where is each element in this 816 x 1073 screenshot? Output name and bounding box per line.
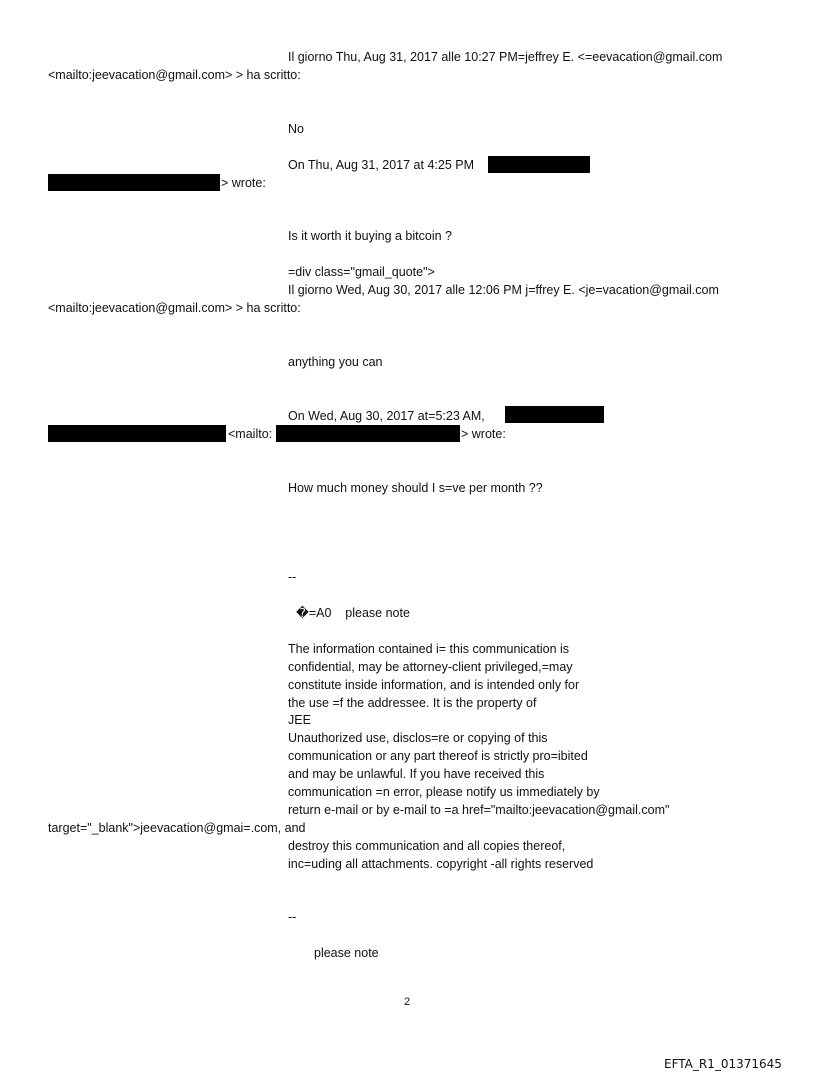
signature-dashes-2: -- [288,910,297,924]
reply3-body: anything you can [288,355,383,369]
page-number: 2 [404,996,411,1008]
document-id: EFTA_R1_01371645 [664,1057,782,1071]
redaction-block [276,425,460,442]
reply4-header-line1: On Wed, Aug 30, 2017 at=5:23 AM, [288,409,485,423]
signature-note: �=A0 please note [296,606,410,620]
redaction-block [505,406,604,423]
disclaimer-line: The information contained i= this communication is [288,642,570,656]
disclaimer-line: destroy this communication and all copies thereof, [288,839,566,853]
reply4-header-line2: > wrote: [461,427,506,441]
disclaimer-line: Unauthorized use, disclos=re or copying of this [288,731,548,745]
disclaimer-line: JEE [288,713,311,727]
disclaimer-wrap-line: target="_blank">jeevacation@gmai=.com, and [48,821,306,835]
reply2-header-line2: > wrote: [221,176,266,190]
disclaimer-line: the use =f the addressee. It is the property of [288,696,537,710]
signature-dashes: -- [288,570,297,584]
reply2-body: Is it worth it buying a bitcoin ? [288,229,452,243]
reply2-header-line1: On Thu, Aug 31, 2017 at 4:25 PM [288,158,475,172]
quote-div-line: =div class="gmail_quote"> [288,265,435,279]
disclaimer-line: confidential, may be attorney-client privileged,=may [288,660,573,674]
redaction-block [488,156,590,173]
disclaimer-line: inc=uding all attachments. copyright -all rights reserved [288,857,594,871]
reply4-mailto: <mailto: [228,427,273,441]
reply1-header-line2: <mailto:jeevacation@gmail.com> > ha scritto: [48,68,301,82]
reply3-header-line2: <mailto:jeevacation@gmail.com> > ha scritto: [48,301,301,315]
disclaimer-line: constitute inside information, and is intended only for [288,678,580,692]
disclaimer-line: return e-mail or by e-mail to =a href="mailto:jeevacation@gmail.com" [288,803,670,817]
disclaimer-line: and may be unlawful. If you have received this [288,767,545,781]
redaction-block [48,174,220,191]
reply4-body: How much money should I s=ve per month ?? [288,481,543,495]
disclaimer-line: communication =n error, please notify us immediately by [288,785,600,799]
reply1-header-line1: Il giorno Thu, Aug 31, 2017 alle 10:27 PM=jeffrey E. <=eevacation@gmail.com [288,50,723,64]
reply1-body: No [288,122,304,136]
disclaimer-line: communication or any part thereof is strictly pro=ibited [288,749,588,763]
signature-note-2: please note [314,946,379,960]
reply3-header-line1: Il giorno Wed, Aug 30, 2017 alle 12:06 PM j=ffrey E. <je=vacation@gmail.com [288,283,719,297]
redaction-block [48,425,226,442]
